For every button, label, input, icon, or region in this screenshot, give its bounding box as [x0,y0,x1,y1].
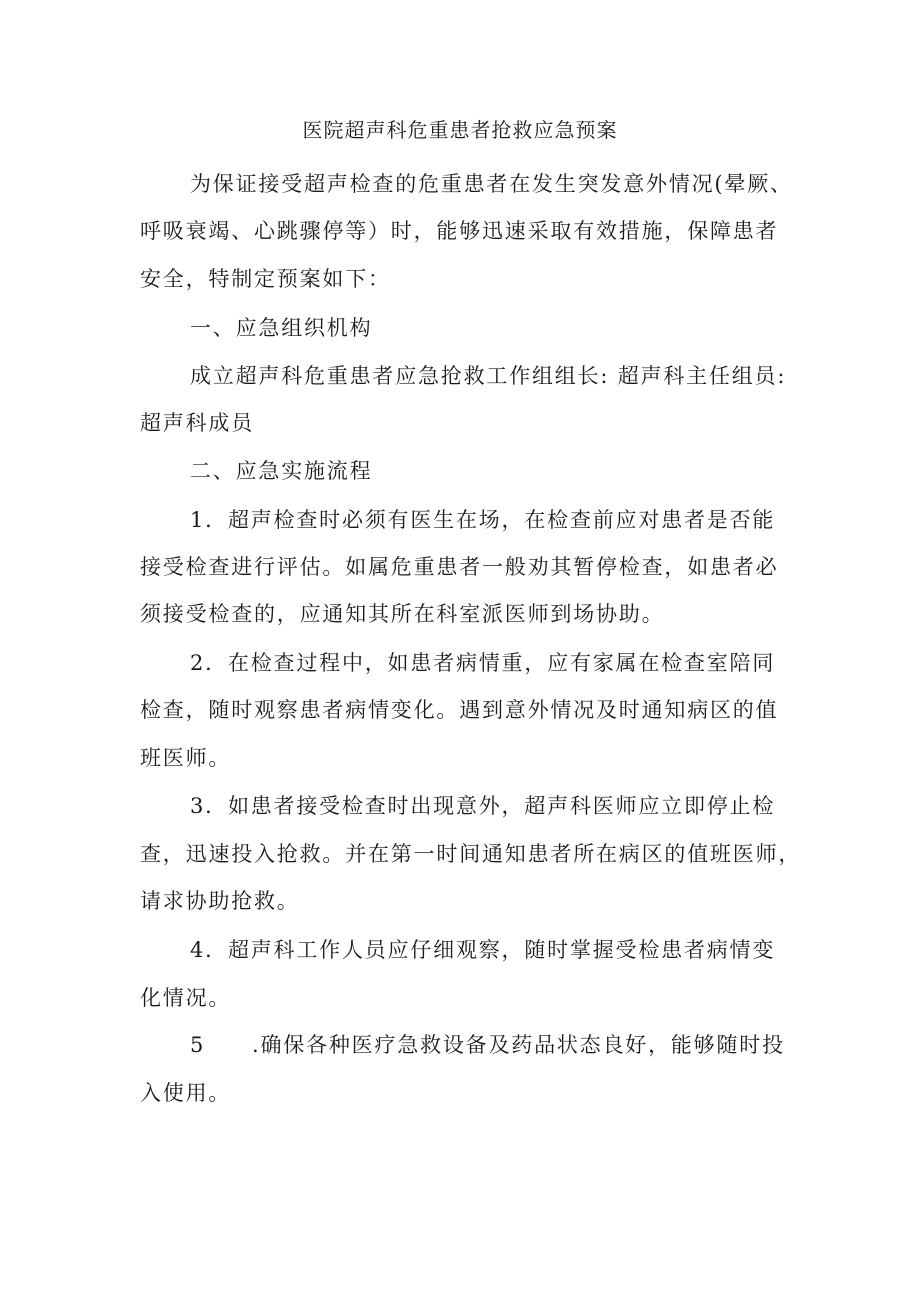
item1-line-1: 1．超声检查时必须有医生在场，在检查前应对患者是否能 [190,508,776,532]
intro-line-1: 为保证接受超声检查的危重患者在发生突发意外情况(晕厥、 [190,172,793,196]
intro-line-3: 安全，特制定预案如下： [140,267,391,291]
item5-number: 5 [190,1033,206,1057]
item4-line-2: 化情况。 [140,986,232,1010]
intro-line-2: 呼吸衰竭、心跳骤停等）时，能够迅速采取有效措施，保障患者 [140,219,779,243]
item2-line-2: 检查，随时观察患者病情变化。遇到意外情况及时通知病区的值 [140,698,779,722]
item1-line-3: 须接受检查的，应通知其所在科室派医师到场协助。 [140,602,665,626]
item3-line-2: 查，迅速投入抢救。并在第一时间通知患者所在病区的值班医师， [140,842,802,866]
item1-line-2: 接受检查进行评估。如属危重患者一般劝其暂停检查，如患者必 [140,555,779,579]
item5-line-2: 入使用。 [140,1081,232,1105]
item4-line-1: 4．超声科工作人员应仔细观察，随时掌握受检患者病情变 [190,938,776,962]
section1-line-2: 超声科成员 [140,411,254,435]
item3-line-3: 请求协助抢救。 [140,889,300,913]
item2-line-3: 班医师。 [140,746,232,770]
item5-line-1 [190,1030,785,1060]
section1-line-1: 成立超声科危重患者应急抢救工作组组长: 超声科主任组员: [190,364,787,388]
item2-line-1: 2．在检查过程中，如患者病情重，应有家属在检查室陪同 [190,651,776,675]
page-title: 医院超声科危重患者抢救应急预案 [302,118,618,142]
item3-line-1: 3．如患者接受检查时出现意外，超声科医师应立即停止检 [190,794,776,818]
section2-heading: 二、应急实施流程 [190,459,373,483]
section1-heading: 一、应急组织机构 [190,316,373,340]
item5-text: .确保各种医疗急救设备及药品状态良好，能够随时投 [252,1033,785,1057]
